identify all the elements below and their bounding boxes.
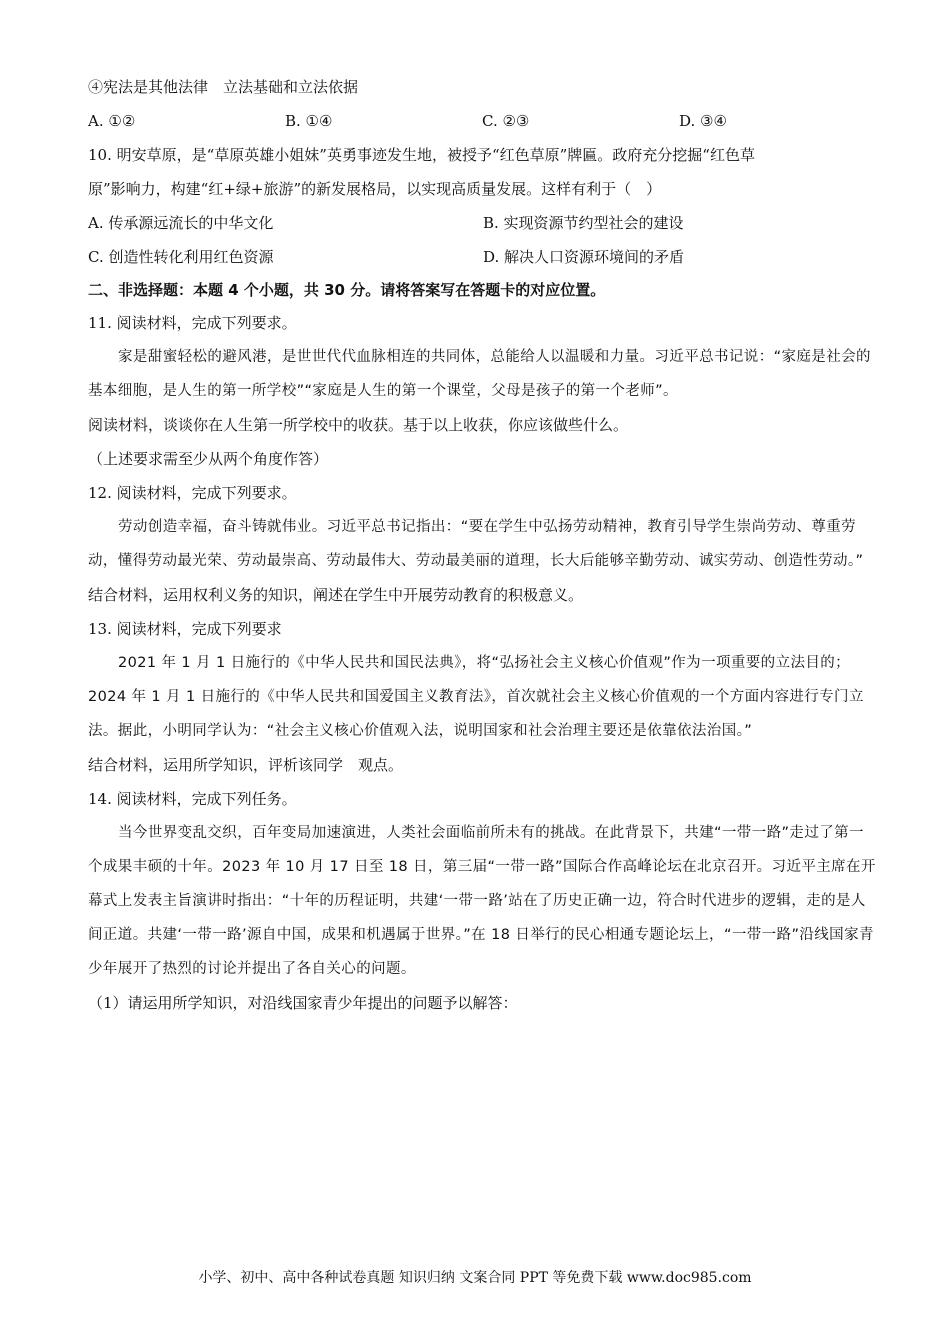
- q14-title: 14. 阅读材料，完成下列任务。: [88, 790, 297, 808]
- q10-option-a: A. 传承源远流长的中华文化: [88, 214, 274, 232]
- q11-task: 阅读材料，谈谈你在人生第一所学校中的收获。基于以上收获，你应该做些什么。: [88, 416, 629, 434]
- q12-material: 劳动创造幸福，奋斗铸就伟业。习近平总书记指出：“要在学生中弘扬劳动精神，教育引导学生崇尚劳动、尊重劳动，懂得劳动最光荣、劳动最崇高、劳动最伟大、劳动最美丽的道理，长大后能够辛勤劳动、诚实劳动、创造性劳动。”: [88, 519, 864, 569]
- q9-option-a: A. ①②: [88, 112, 136, 130]
- q9-option-d: D. ③④: [679, 112, 727, 130]
- q9-options: [88, 104, 878, 138]
- option-item-4: ④宪法是其他法律 立法基础和立法依据: [88, 78, 359, 96]
- q11-note: （上述要求需至少从两个角度作答）: [88, 450, 329, 468]
- q11-material: 家是甜蜜轻松的避风港，是世世代代血脉相连的共同体，总能给人以温暖和力量。习近平总书记说：“家庭是社会的基本细胞，是人生的第一所学校”“家庭是人生的第一个课堂，父母是孩子的第一个老师”。: [88, 349, 871, 399]
- q14-material: 当今世界变乱交织，百年变局加速演进，人类社会面临前所未有的挑战。在此背景下，共建“一带一路”走过了第一个成果丰硕的十年。2023 年 10 月 17 日至 18 日，第三届“一带一路”国际合作高峰论坛在北京召开。习近平主席在开幕式上发表主旨演讲时指出：“十年的历程证明，共建‘一带一路’站在了历史正确一边，符合时代进步的逻辑，走的是人间正道。共建‘一带一路’源自中国，成果和机遇属于世界。”在 18 日举行的民心相通专题论坛上，“一带一路”沿线国家青少年展开了热烈的讨论并提出了各自关心的问题。: [88, 825, 876, 977]
- page-footer: 小学、初中、高中各种试卷真题 知识归纳 文案合同 PPT 等免费下载 www.doc985.com: [198, 1270, 752, 1286]
- q10-option-c: C. 创造性转化利用红色资源: [88, 248, 274, 266]
- q13-title: 13. 阅读材料，完成下列要求: [88, 620, 282, 638]
- exam-page: [88, 72, 878, 1020]
- q14-sub1: （1）请运用所学知识，对沿线国家青少年提出的问题予以解答：: [88, 994, 518, 1012]
- section-heading: 二、非选择题：本题 4 个小题，共 30 分。请将答案写在答题卡的对应位置。: [88, 281, 606, 299]
- q10-options-row2: [88, 240, 878, 274]
- q10-stem-line1: 10. 明安草原，是“草原英雄小姐妹”英勇事迹发生地，被授予“红色草原”牌匾。政府充分挖掘“红色草: [88, 146, 755, 164]
- q13-task: 结合材料，运用所学知识，评析该同学 观点。: [88, 756, 404, 774]
- q11-title: 11. 阅读材料，完成下列要求。: [88, 314, 297, 332]
- q13-material: 2021 年 1 月 1 日施行的《中华人民共和国民法典》，将“弘扬社会主义核心价值观”作为一项重要的立法目的；2024 年 1 月 1 日施行的《中华人民共和国爱国主义教育法》，首次就社会主义核心价值观的一个方面内容进行专门立法。据此，小明同学认为：“社会主义核心价值观入法，说明国家和社会治理主要还是依靠依法治国。”: [88, 655, 864, 739]
- q10-options-row1: [88, 206, 878, 240]
- q9-option-b: B. ①④: [285, 112, 333, 130]
- q10-option-b: B. 实现资源节约型社会的建设: [483, 214, 684, 232]
- q12-task: 结合材料，运用权利义务的知识，阐述在学生中开展劳动教育的积极意义。: [88, 586, 584, 604]
- q12-title: 12. 阅读材料，完成下列要求。: [88, 484, 297, 502]
- q9-option-c: C. ②③: [482, 112, 530, 130]
- q10-option-d: D. 解决人口资源环境间的矛盾: [483, 248, 685, 266]
- q10-stem-line2: 原”影响力，构建“红+绿+旅游”的新发展格局，以实现高质量发展。这样有利于（ ）: [88, 180, 662, 198]
